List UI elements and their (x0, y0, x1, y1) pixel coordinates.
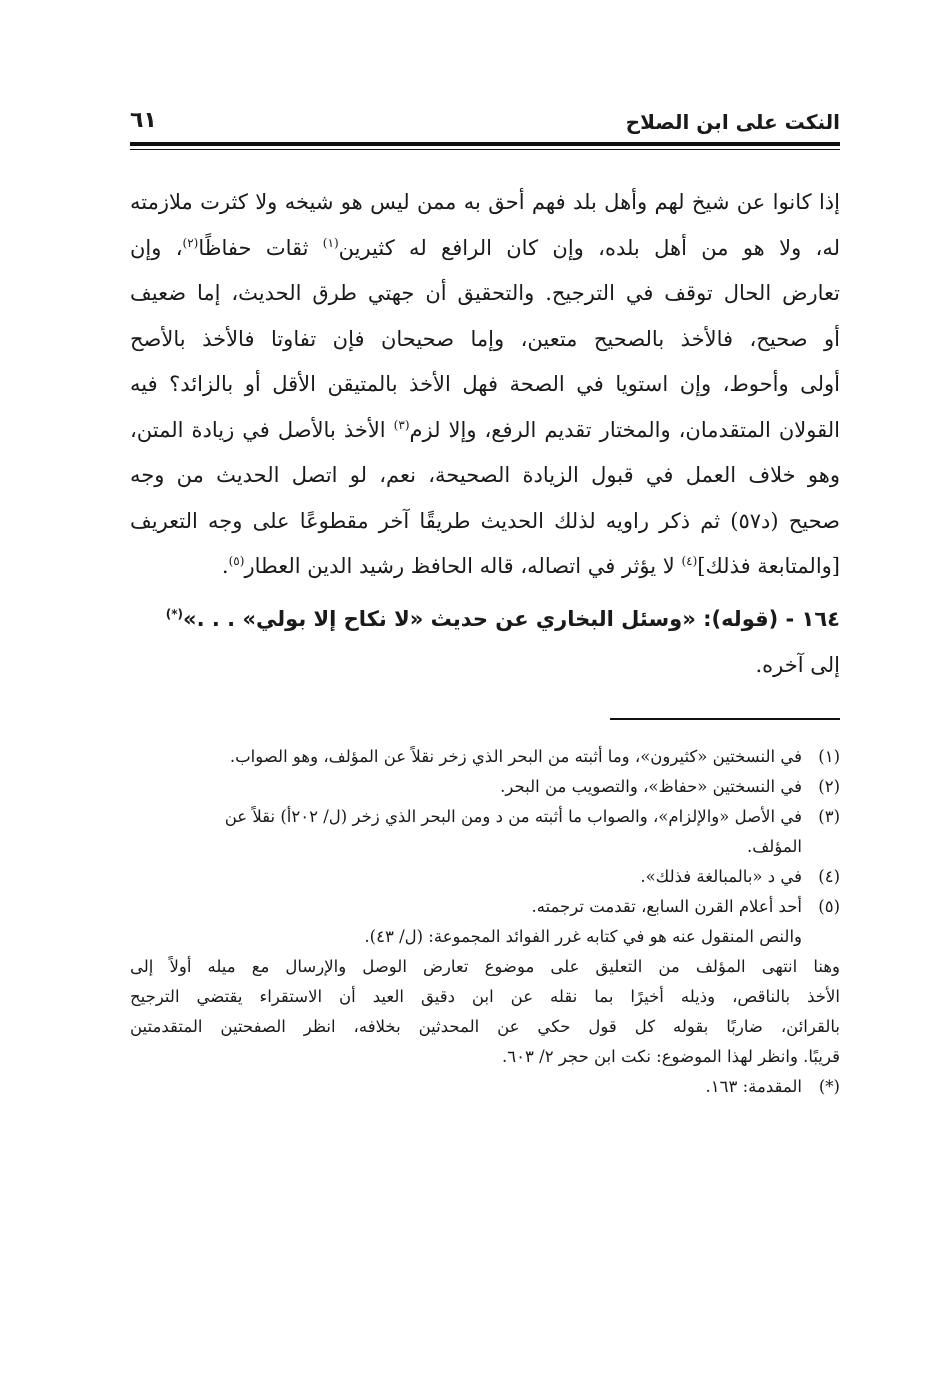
footnote-text: أحد أعلام القرن السابع، تقدمت ترجمته. (531, 896, 802, 916)
footnote-number: (*) (818, 1076, 840, 1096)
footnote-text: المقدمة: ١٦٣. (705, 1076, 802, 1096)
footnote-note-line: وهنا انتهى المؤلف من التعليق على موضوع تعارض الوصل والإرسال مع ميله أولاً إلى (130, 956, 840, 976)
section-heading: ١٦٤ - (قوله): «وسئل البخاري عن حديث «لا نكاح إلا بولي» . . .»(*) (165, 606, 840, 631)
footnote-text: والنص المنقول عنه هو في كتابه غرر الفوائد المجموعة: (ل/ ٤٣). (364, 926, 802, 946)
footnote (130, 802, 840, 832)
footnote-ref: (٢) (182, 235, 199, 250)
footnote-number: (٣) (818, 806, 840, 826)
text-line: القولان المتقدمان، والمختار تقديم الرفع، وإلا لزم$^{(٣)}$ الأخذ بالأصل في زيادة المتن، (130, 417, 840, 442)
footnote-separator (610, 718, 840, 720)
footnote-text: في الأصل «والإلزام»، والصواب ما أثبته من د ومن البحر الذي زخر (ل/ ٢٠٢أ) نقلاً عن (224, 806, 802, 826)
footnotes (130, 742, 840, 1102)
text-line: أولى وأحوط، وإن استويا في الصحة فهل الأخذ بالمتيقن الأقل أو بالزائد؟ فيه (130, 372, 840, 396)
text-line: صحيح (د٥٧) ثم ذكر راويه لذلك الحديث طريقًا آخر مقطوعًا على وجه التعريف (130, 508, 841, 533)
footnote-text: في النسختين «كثيرون»، وما أثبته من البحر الذي زخر نقلاً عن المؤلف، وهو الصواب. (229, 746, 802, 766)
footnote-note-line: الأخذ بالناقص، وذيله أخيرًا بما نقله عن ابن دقيق العيد أن الاستقراء يقتضي الترجيح (130, 986, 840, 1006)
running-title: النكت على ابن الصلاح (625, 110, 840, 134)
footnote (130, 922, 840, 952)
book-page (130, 100, 840, 1102)
text-line: [والمتابعة فذلك]$^{(٤)}$ لا يؤثر في اتصاله، قاله الحافظ رشيد الدين العطار$^{(٥)}$. (221, 554, 840, 578)
footnote (130, 862, 840, 892)
footnote-ref: (*) (165, 606, 184, 621)
footnote-number: (٢) (818, 776, 840, 796)
main-text (130, 180, 840, 590)
footnote-ref: (١) (322, 235, 339, 250)
footnote-number: (١) (818, 746, 840, 766)
footnote-number: (٥) (818, 896, 840, 916)
page-number: ٦١ (130, 108, 157, 133)
footnote-text: المؤلف. (746, 836, 802, 856)
footnote-text: في النسختين «حفاظ»، والتصويب من البحر. (500, 776, 802, 796)
page-header (130, 100, 840, 142)
header-rule-thick (130, 142, 840, 146)
text-line: أو صحيح، فالأخذ بالصحيح متعين، وإما صحيحان فإن تفاوتا فالأخذ بالأصح (130, 326, 840, 351)
text-line: له، ولا هو من أهل بلده، وإن كان الرافع له كثيرين$^{(١)}$ ثقات حفاظًا$^{(٢)}$، وإن (130, 235, 840, 260)
text-line: تعارض الحال توقف في الترجيح. والتحقيق أن جهتي طرق الحديث، إما ضعيف (130, 281, 840, 305)
footnote-ref: (٤) (681, 554, 698, 568)
footnote-text: في د «بالمبالغة فذلك». (640, 866, 802, 886)
footnote-number (802, 832, 840, 862)
footnote-note-line: بالقرائن، ضاربًا بقوله كل قول حكي عن المحدثين بخلافه، انظر الصفحتين المتقدمتين (130, 1016, 840, 1036)
footnote (130, 742, 840, 772)
footnote-ref: (٥) (228, 554, 245, 568)
footnote-number: (٤) (818, 866, 840, 886)
footnote-ref: (٣) (393, 417, 410, 432)
footnote (130, 832, 840, 862)
footnote (130, 1072, 840, 1102)
section-tail: إلى آخره. (755, 652, 840, 677)
header-rule-thin (130, 149, 840, 150)
footnote-note-line: قريبًا. وانظر لهذا الموضوع: نكت ابن حجر ٢/ ٦٠٣. (502, 1046, 840, 1066)
text-line: إذا كانوا عن شيخ لهم وأهل بلد فهم أحق به ممن ليس هو شيخه ولا كثرت ملازمته (130, 190, 840, 214)
text-line: وهو خلاف العمل في قبول الزيادة الصحيحة، نعم، لو اتصل الحديث من وجه (130, 463, 840, 487)
footnote (130, 772, 840, 802)
footnote (130, 892, 840, 922)
footnote-number (802, 922, 840, 952)
